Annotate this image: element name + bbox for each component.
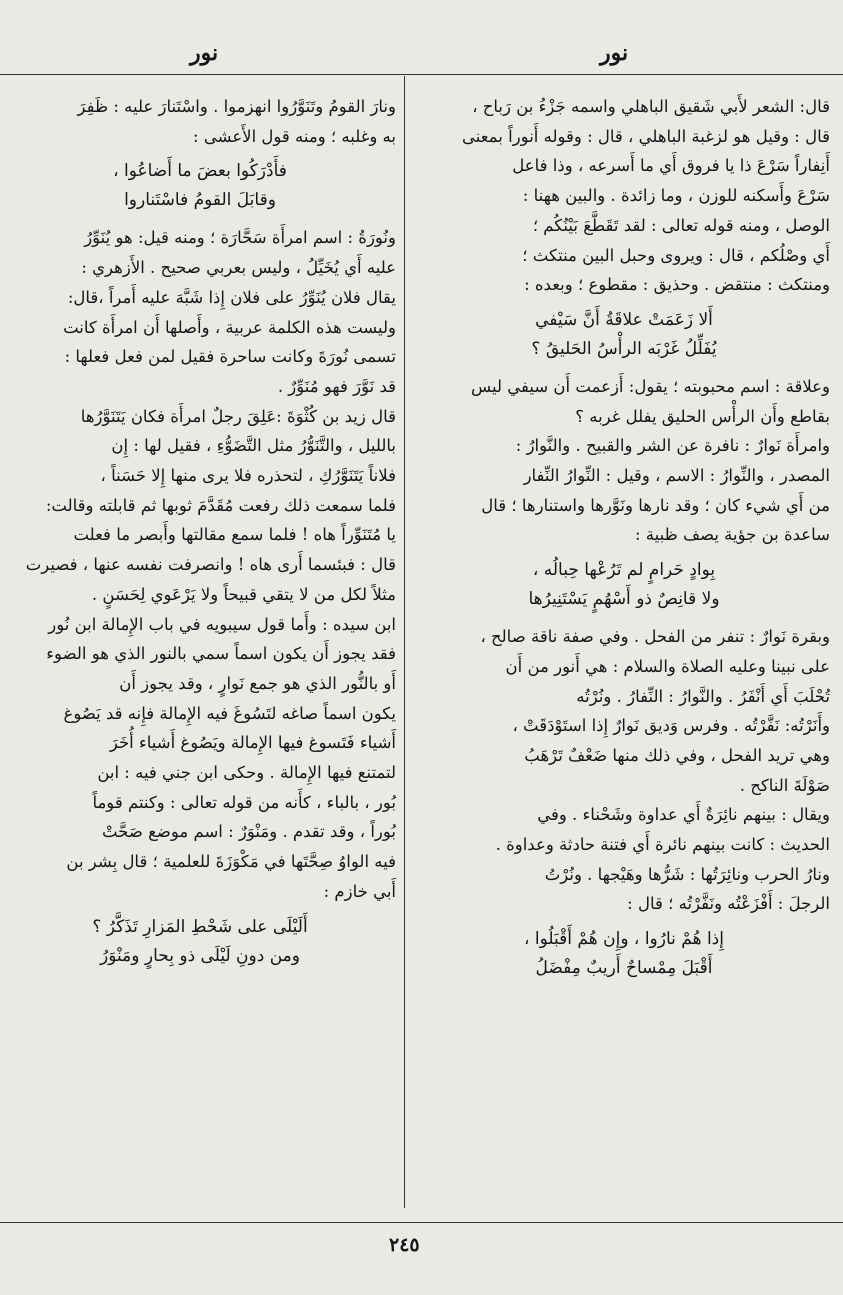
verse: فأَدْرَكُوا بعضَ ما أَضاعُوا ، وقابَلَ القومُ فاسْتَناروا — [113, 161, 287, 211]
paragraph: قال: الشعر لأَبي شَقيق الباهلي واسمه جَزْءُ بن رَباح ، قال : وقيل هو لزغبة الباهلي ، قال : وقوله أَنوراً بمعنى أَنِفاراً سَرْعَ ذا يا فروق أَي ما أَسرعه ، وذا فاعل سَرْعَ وأَسكنه للوزن ، وما زائدة . والبين ههنا : الوصل ، ومنه قوله تعالى : لقد تَقَطَّعَ بَيْنُكُم ؛ أَي وصْلُكم ، قال : ويروى وحبل البين منتكث ؛ ومنتكث : منتقض . وحذيق : مقطوع ؛ وبعده : — [462, 97, 830, 295]
top-rule — [0, 74, 843, 75]
verse: أَلَيْلَى على شَحْطِ المَزارِ تَذَكَّرُ ؟ ومن دونِ لَيْلَى ذو بِحارٍ ومَنْوَرُ — [92, 916, 308, 966]
paragraph: وعلاقة : اسم محبوبته ؛ يقول: أَزعمت أَن سيفي ليس بقاطع وأَن الرأْس الحليق يفلل غربه ؟ وامرأَة نَوارٌ : نافرة عن الشر والقبيح . والنَّوارُ : المصدر ، والنِّوارُ : الاسم ، وقيل : النِّوارُ النِّفار من أَي شيء كان ؛ وقد نارها ونَوَّرها واستنارها ؛ قال ساعدة بن جؤية يصف ظبية : — [471, 376, 830, 545]
left-column — [4, 92, 396, 979]
paragraph: ونُورَةُ : اسم امرأَة سَحَّارَة ؛ ومنه قيل: هو يُنَوِّرُ عليه أَي يُخَيِّلُ ، وليس بعربي صحيح . الأَزهري : يقال فلان يُنَوِّرُ على فلان إِذا شَبَّهَ عليه أَمراً ،قال: وليست هذه الكلمة عربية ، وأَصلها أَن امرأَة كانت تسمى نُورَةَ وكانت ساحرة فقيل لمن فعل فعلها : قد نَوَّرَ فهو مُنَوِّرٌ . قال زيد بن كُثْوَةَ :عَلِقَ رجلٌ امرأَة فكان يَتَنَوَّرُها بالليل ، والتَّنَوُّرُ مثل التَّضَوُّءِ ، فقيل لها : إِن فلاناً يَتَنَوَّرُكِ ، لتحذره فلا يرى منها إِلا حَسَناً ، فلما سمعت ذلك رفعت مُقَدَّمَ ثوبها ثم قابلته وقالت: يا مُتَنَوِّراً هاه ! فلما سمع مقالتها وأَبصر ما فعلت قال : فبئسما أَرى هاه ! وانصرفت نفسه عنها ، فصيرت مثلاً لكل من لا يتقي قبيحاً ولا يَرْعَوي لِحَسَنٍ . ابن سيده : وأَما قول سيبويه في باب الإِمالة ابن نُور فقد يجوز أَن يكون اسماً سمي بالنور الذي هو الضوء أَو بالنُّور الذي هو جمع نَوارٍ ، وقد يجوز أَن يكون اسماً صاغه لتَسُوغَ فيه الإِمالة فإِنه قد يَصُوغ أَشياء فَتَسوغ فيها الإِمالة ويَصُوغ أَشياء أُخَرَ لتمتنع فيها الإِمالة . وحكى ابن جني فيه : ابن بُور ، بالباء ، كأَنه من قوله تعالى : وكنتم قوماً بُوراً ، وقد تقدم . ومَنْوَرٌ : اسم موضع صَحَّتْ فيه الواوُ صِحَّتَها في مَكْوَزَةَ للعلمية ؛ قال بِشر بن أَبي خازم : — [25, 228, 396, 901]
paragraph: ونارَ القومُ وتَنَوَّرُوا انهزموا . واسْتَنارَ عليه : ظَفِرَ به وغلبه ؛ ومنه قول الأَعشى : — [77, 97, 396, 146]
page-number: ٢٤٥ — [389, 1234, 420, 1256]
verse: بِوادٍ حَرامٍ لم تَرُعْها حِبالُه ، ولا قانِصٌ ذو أَسْهُمٍ يَسْتَنِيرُها — [528, 560, 720, 610]
left-running-headword: نور — [190, 40, 219, 66]
paragraph: وبقرة نَوارٌ : تنفر من الفحل . وفي صفة ناقة صالح ، على نبينا وعليه الصلاة والسلام : هي أَنور من أَن تُحْلَبَ أَي أَنْفَرُ . والنَّوارُ : النِّفارُ . ونُرْتُه وأَنَرْتُه: نَفَّرْتُه . وفرس وَديق نَوارٌ إِذا استَوْدَقَتْ ، وهي تريد الفحل ، وفي ذلك منها ضَعْفٌ تَرْهَبُ صَوْلَةَ الناكح . ويقال : بينهم نائِرَةٌ أَي عداوة وشَحْناء . وفي الحديث : كانت بينهم نائرة أَي فتنة حادثة وعداوة . ونارُ الحرب ونائِرَتُها : شَرُّها وهَيْجها . ونُرْتُ الرجلَ : أَفْزَعْتُه ونَفَّرْتُه ؛ قال : — [480, 627, 830, 914]
column-divider — [404, 76, 405, 1208]
bottom-rule — [0, 1222, 843, 1223]
right-column — [418, 92, 830, 991]
right-running-headword: نور — [600, 40, 629, 66]
verse: إِذا هُمْ نارُوا ، وإِن هُمْ أَقْبَلُوا ، أَقْبَلَ مِمْساحٌ أَريبٌ مِفْضَلُ — [524, 929, 724, 979]
verse: أَلا زَعَمَتْ علاقَةُ أَنَّ سَيْفي يُفَلِّلُ غَرْبَه الرأْسُ الحَليقُ ؟ — [531, 309, 717, 359]
